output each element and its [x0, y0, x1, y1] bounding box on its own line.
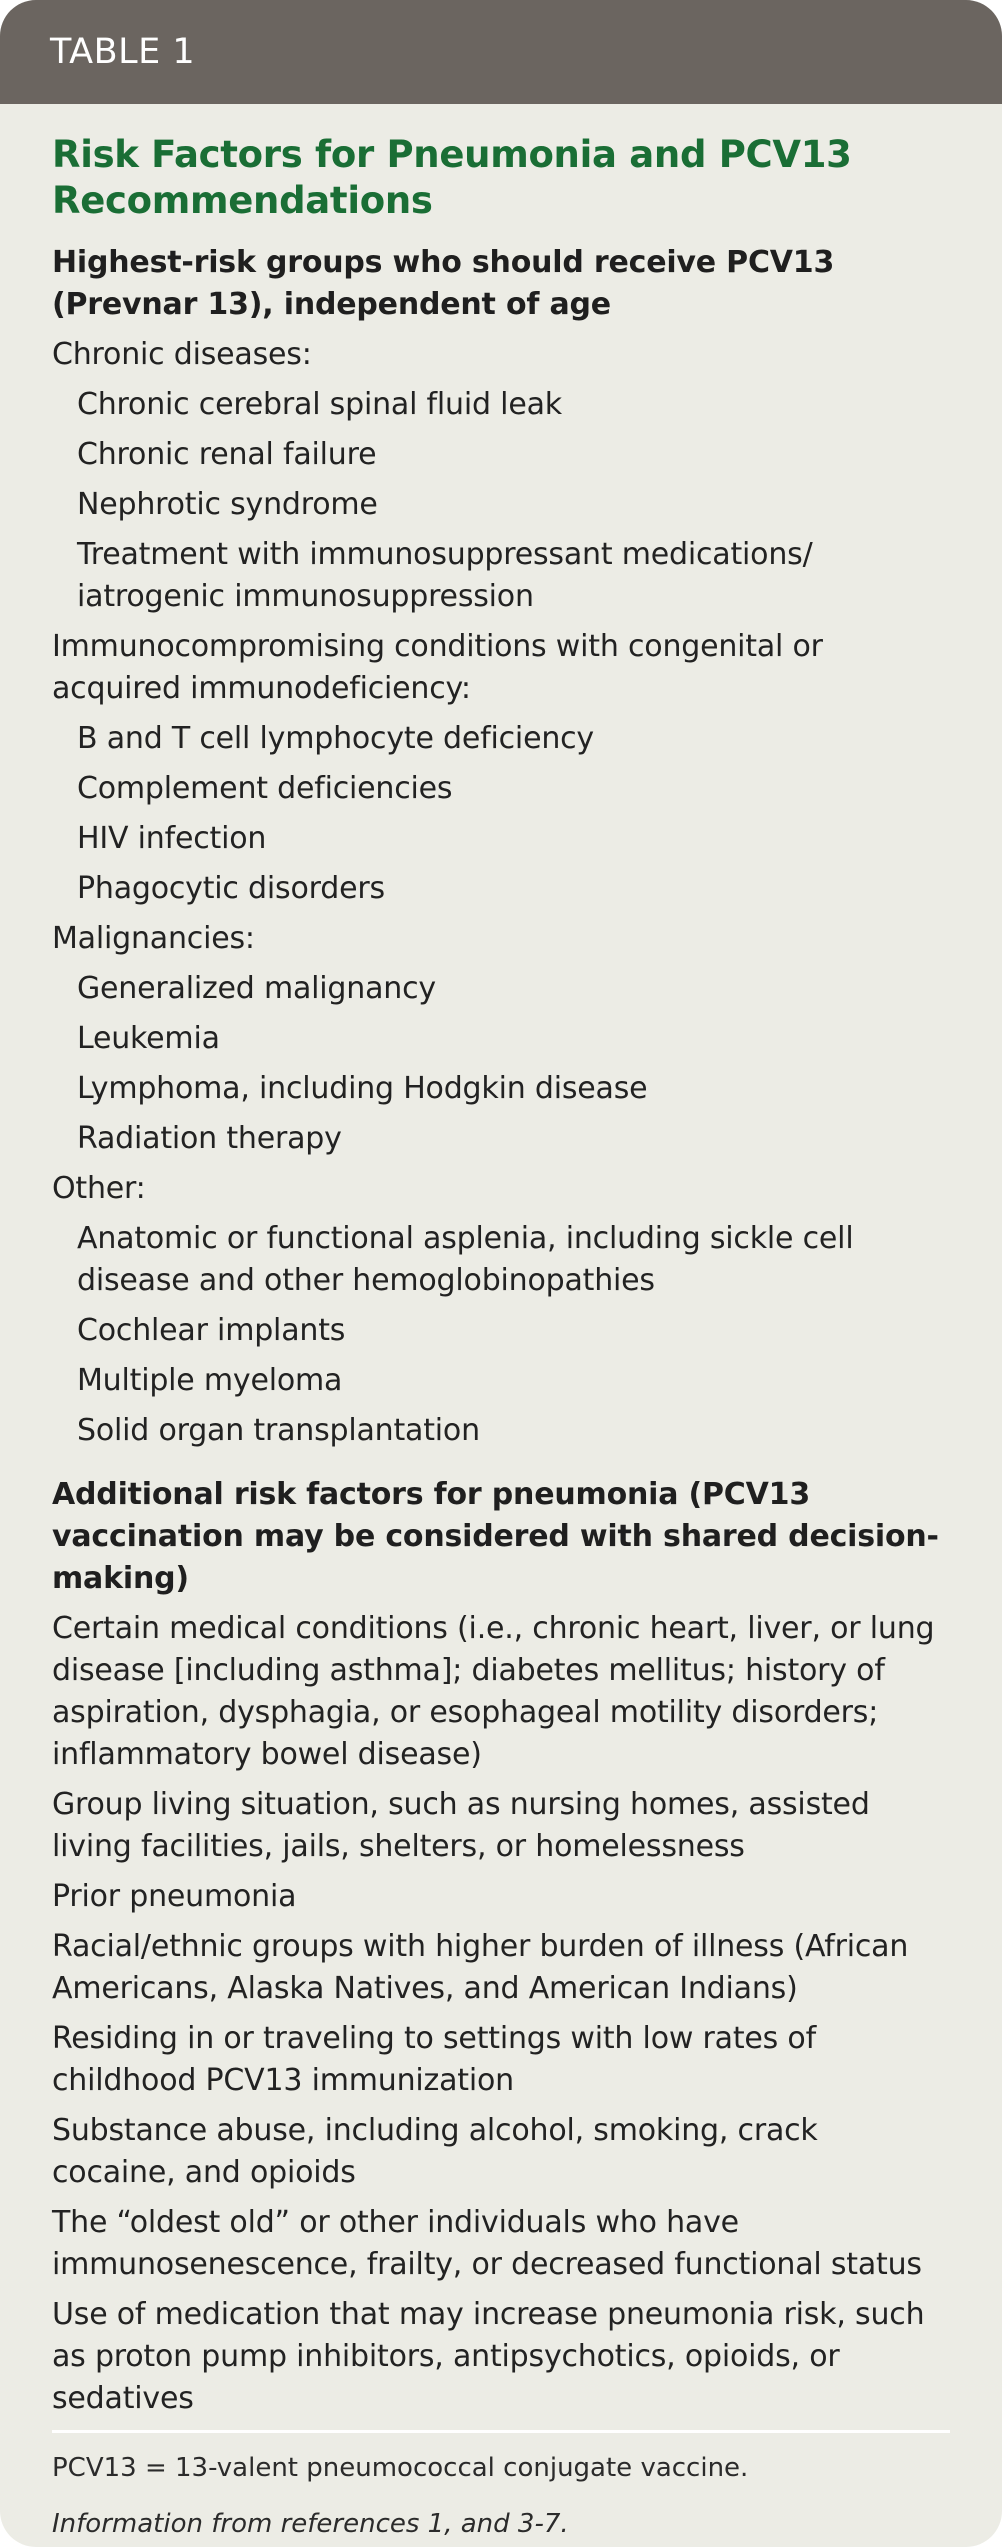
source-note: Information from references 1, and 3-7. — [52, 2509, 569, 2539]
group-immunocompromising — [52, 626, 950, 910]
section-additional-risk — [52, 1474, 950, 2420]
list-item: Phagocytic disorders — [77, 871, 385, 906]
list-item: Treatment with immunosuppressant medications/ iatrogenic immunosuppression — [77, 537, 813, 614]
list-item: Generalized malignancy — [77, 971, 436, 1006]
list-item: Leukemia — [77, 1021, 220, 1056]
list-item: Prior pneumonia — [52, 1879, 297, 1914]
list-item: Multiple myeloma — [77, 1363, 343, 1398]
list-item: Radiation therapy — [77, 1121, 342, 1156]
list-item: Substance abuse, including alcohol, smoking, crack cocaine, and opioids — [52, 2113, 818, 2190]
section-heading-highest-risk: Highest-risk groups who should receive PCV13 (Prevnar 13), independent of age — [52, 245, 835, 322]
group-label: Chronic diseases: — [52, 337, 312, 372]
group-label: Immunocompromising conditions with congenital or acquired immunodeficiency: — [52, 629, 823, 706]
list-item: Complement deficiencies — [77, 771, 453, 806]
list-item: Racial/ethnic groups with higher burden of illness (African Americans, Alaska Natives, and American Indians) — [52, 1929, 909, 2006]
list-item: B and T cell lymphocyte deficiency — [77, 721, 594, 756]
table-header-bar — [0, 0, 1002, 104]
list-item: Lymphoma, including Hodgkin disease — [77, 1071, 648, 1106]
list-item: Use of medication that may increase pneumonia risk, such as proton pump inhibitors, antipsychotics, opioids, or sedatives — [52, 2297, 925, 2416]
list-item: Chronic renal failure — [77, 437, 377, 472]
list-item: Certain medical conditions (i.e., chronic heart, liver, or lung disease [including asthma]; diabetes mellitus; history of aspiration, dysphagia, or esophageal motility disorders; inflammatory bowel disease) — [52, 1611, 935, 1772]
section-heading-additional-risk: Additional risk factors for pneumonia (PCV13 vaccination may be considered with shared decision-making) — [52, 1477, 939, 1596]
list-item: The “oldest old” or other individuals who have immunosenescence, frailty, or decreased functional status — [52, 2205, 922, 2282]
group-label: Other: — [52, 1171, 146, 1206]
group-malignancies — [52, 918, 950, 1160]
abbreviation-footnote: PCV13 = 13-valent pneumococcal conjugate vaccine. — [52, 2453, 749, 2483]
list-item: Group living situation, such as nursing homes, assisted living facilities, jails, shelters, or homelessness — [52, 1787, 870, 1864]
section-highest-risk — [52, 242, 950, 1452]
table-label: TABLE 1 — [50, 32, 196, 72]
table-title: Risk Factors for Pneumonia and PCV13 Recommendations — [52, 133, 852, 222]
footer-divider — [52, 2430, 950, 2433]
list-item: Anatomic or functional asplenia, including sickle cell disease and other hemoglobinopathies — [77, 1221, 854, 1298]
group-label: Malignancies: — [52, 921, 255, 956]
list-item: HIV infection — [77, 821, 267, 856]
list-item: Solid organ transplantation — [77, 1413, 480, 1448]
group-other — [52, 1168, 950, 1452]
group-chronic-diseases — [52, 334, 950, 618]
list-item: Chronic cerebral spinal fluid leak — [77, 387, 562, 422]
list-item: Nephrotic syndrome — [77, 487, 378, 522]
table-content — [0, 104, 1002, 2543]
list-item: Residing in or traveling to settings with low rates of childhood PCV13 immunization — [52, 2021, 816, 2098]
list-item: Cochlear implants — [77, 1313, 346, 1348]
